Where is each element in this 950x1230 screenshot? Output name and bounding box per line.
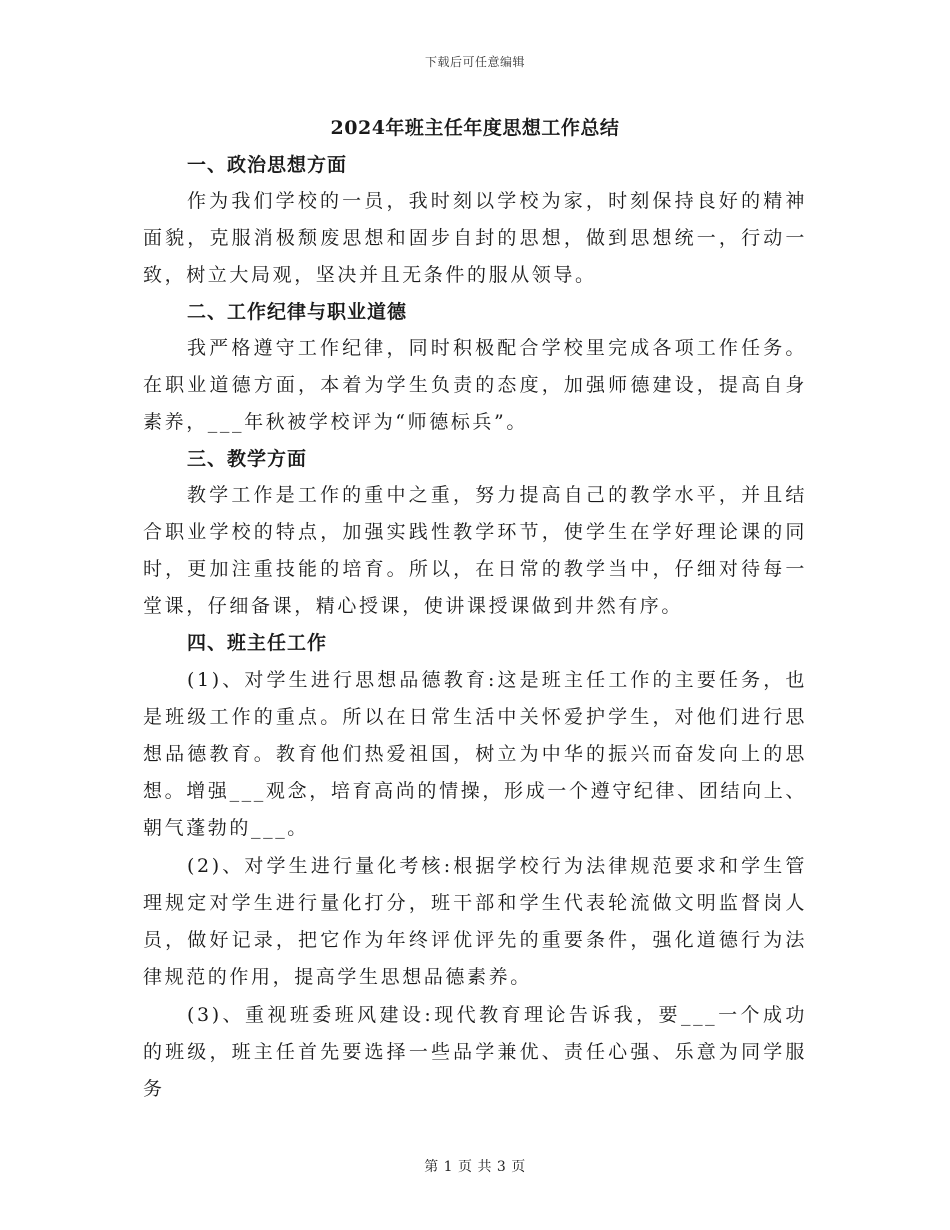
section-head-teacher-work	[143, 625, 807, 1108]
section-paragraph: (1)、对学生进行思想品德教育:这是班主任工作的主要任务，也是班级工作的重点。所以在日常生活中关怀爱护学生，对他们进行思想品德教育。教育他们热爱祖国，树立为中华的振兴而奋发向上的思想。增强___观念，培育高尚的情操，形成一个遵守纪律、团结向上、朝气蓬勃的___。	[143, 669, 807, 839]
header-note: 下载后可任意编辑	[424, 55, 525, 69]
section-paragraph: (3)、重视班委班风建设:现代教育理论告诉我，要___一个成功的班级，班主任首先要选择一些品学兼优、责任心强、乐意为同学服务	[143, 1004, 807, 1100]
document-title: 2024年班主任年度思想工作总结	[330, 117, 620, 139]
document-body	[143, 110, 807, 1108]
section-paragraph: 教学工作是工作的重中之重，努力提高自己的教学水平，并且结合职业学校的特点，加强实践性教学环节，使学生在学好理论课的同时，更加注重技能的培育。所以，在日常的教学当中，仔细对待每一堂课，仔细备课，精心授课，使讲课授课做到井然有序。	[143, 484, 807, 617]
section-teaching	[143, 441, 807, 625]
section-paragraph: (2)、对学生进行量化考核:根据学校行为法律规范要求和学生管理规定对学生进行量化打分，班干部和学生代表轮流做文明监督岗人员，做好记录，把它作为年终评优评先的重要条件，强化道德行为法律规范的作用，提高学生思想品德素养。	[143, 855, 807, 988]
section-heading: 三、教学方面	[187, 448, 308, 470]
section-heading: 二、工作纪律与职业道德	[187, 301, 408, 323]
section-paragraph: 作为我们学校的一员，我时刻以学校为家，时刻保持良好的精神面貌，克服消极颓废思想和固步自封的思想，做到思想统一，行动一致，树立大局观，坚决并且无条件的服从领导。	[143, 190, 807, 286]
section-paragraph: 我严格遵守工作纪律，同时积极配合学校里完成各项工作任务。在职业道德方面，本着为学生负责的态度，加强师德建设，提高自身素养，___年秋被学校评为“师德标兵”。	[143, 337, 807, 433]
page-footer: 第 1 页 共 3 页	[424, 1159, 526, 1175]
section-heading: 四、班主任工作	[187, 632, 328, 654]
section-political-thought	[143, 147, 807, 294]
section-work-discipline	[143, 294, 807, 441]
section-heading: 一、政治思想方面	[187, 154, 348, 176]
